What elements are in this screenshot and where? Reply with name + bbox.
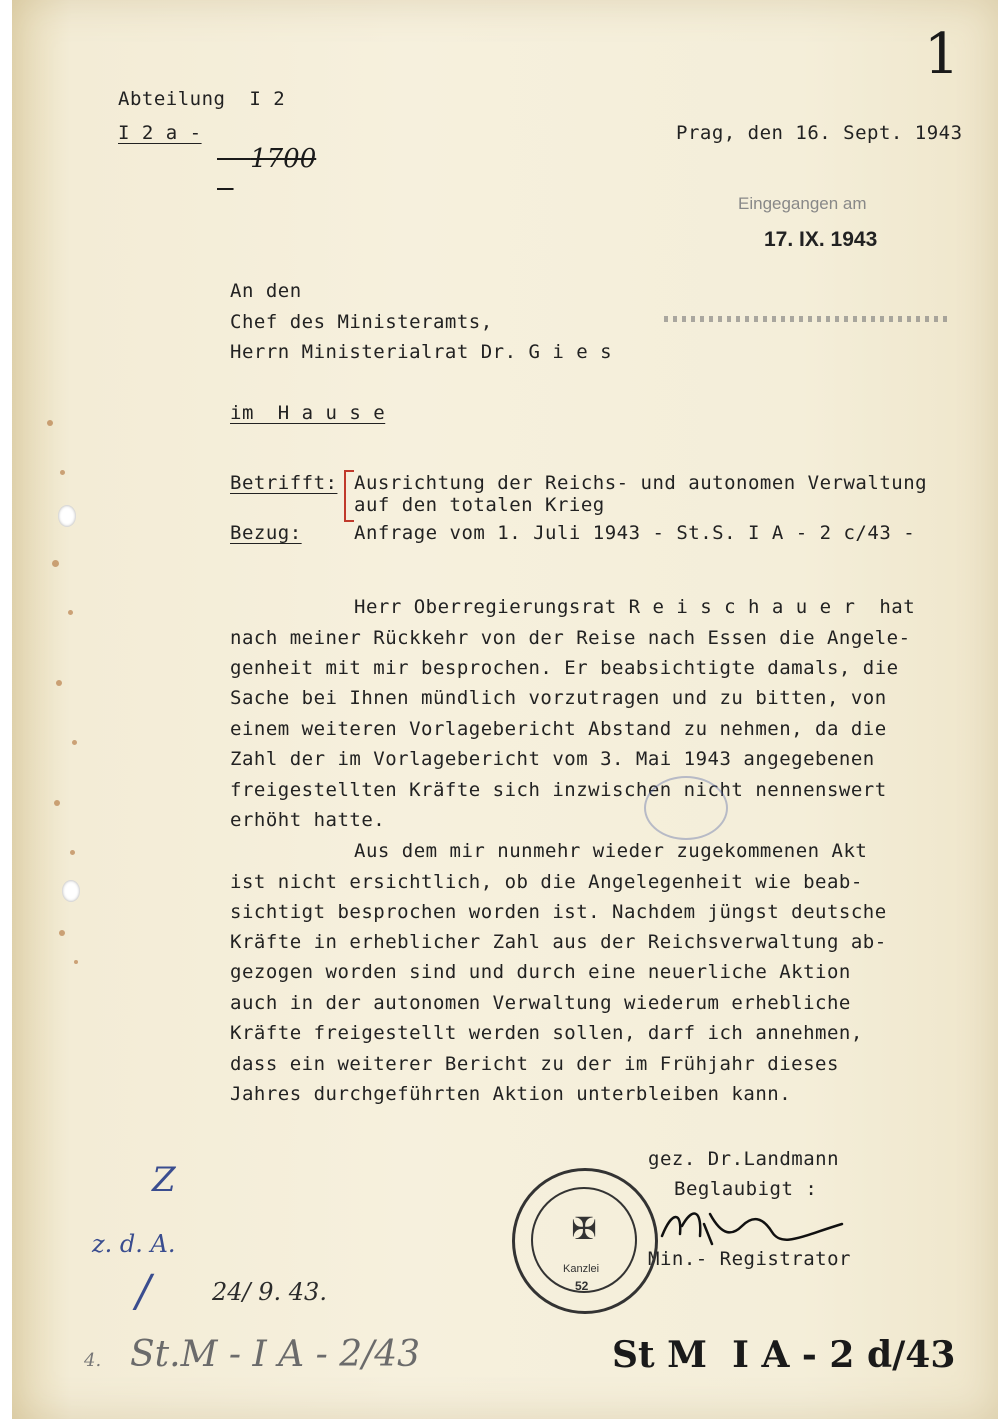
rust-spot <box>68 610 73 615</box>
paragraph2-line: gezogen worden sind und durch eine neuerliche Aktion <box>230 961 851 983</box>
blue-annotation-slash: / <box>136 1266 151 1317</box>
rust-spot <box>59 930 65 936</box>
paragraph1-line: nach meiner Rückkehr von der Reise nach Essen die Angele- <box>230 627 911 649</box>
paragraph2-line: auch in der autonomen Verwaltung wiederum erhebliche <box>230 992 851 1014</box>
betrifft-text-line2: auf den totalen Krieg <box>354 494 605 516</box>
rust-spot <box>74 960 78 964</box>
red-pencil-bracket <box>344 470 354 522</box>
paragraph1-line: erhöht hatte. <box>230 809 386 831</box>
betrifft-label: Betrifft: <box>230 472 338 494</box>
rust-spot <box>56 680 62 686</box>
department-label: Abteilung I 2 <box>118 88 286 110</box>
paragraph1-line: Zahl der im Vorlagebericht vom 3. Mai 1943 angegebenen <box>230 748 875 770</box>
recipient-line3: Herrn Ministerialrat Dr. G i e s <box>230 341 613 363</box>
betrifft-text-line1: Ausrichtung der Reichs- und autonomen Verwaltung <box>354 472 928 494</box>
paragraph1-line: Sache bei Ihnen mündlich vorzutragen und zu bitten, von <box>230 687 887 709</box>
blue-annotation-mark: Z <box>152 1160 176 1200</box>
document-page <box>12 0 998 1419</box>
paragraph2-line: Kräfte in erheblicher Zahl aus der Reichsverwaltung ab- <box>230 931 887 953</box>
bezug-label: Bezug: <box>230 522 302 544</box>
paragraph1-line: Herr Oberregierungsrat R e i s c h a u e r hat <box>354 596 916 618</box>
page-number: 1 <box>924 22 960 87</box>
signature-beglaubigt: Beglaubigt : <box>674 1178 818 1200</box>
blue-annotation-zda: z. d. A. <box>92 1230 176 1258</box>
reference-label: I 2 a - <box>118 122 202 144</box>
rust-spot <box>52 560 59 567</box>
file-reference-right: St M I A - 2 d/43 <box>612 1334 956 1376</box>
paragraph1-line: einem weiteren Vorlagebericht Abstand zu nehmen, da die <box>230 718 887 740</box>
seal-number: 52 <box>575 1279 589 1293</box>
reference-number-text: 1700 <box>250 144 317 174</box>
received-stamp-label: Eingegangen am <box>738 194 867 213</box>
annotation-date: 24/ 9. 43. <box>212 1278 327 1306</box>
reference-number <box>217 114 316 204</box>
signature-gez: gez. Dr.Landmann <box>648 1148 840 1170</box>
rust-spot <box>60 470 65 475</box>
eagle-icon: ✠ <box>571 1203 597 1249</box>
received-stamp-date: 17. IX. 1943 <box>764 228 878 251</box>
file-reference-left: St.M - I A - 2/43 <box>130 1334 421 1375</box>
annotation-prefix: 4. <box>84 1350 102 1371</box>
recipient-line2: Chef des Ministeramts, <box>230 311 493 333</box>
signature-scribble-icon <box>652 1206 852 1250</box>
seal-ring-text <box>511 1151 661 1169</box>
rust-spot <box>54 800 60 806</box>
faint-blue-stamp <box>644 776 728 840</box>
paper-sheet <box>12 0 998 1419</box>
recipient-line4: im H a u s e <box>230 402 386 424</box>
paragraph1-line: freigestellten Kräfte sich inzwischen nicht nennenswert <box>230 779 887 801</box>
recipient-line1: An den <box>230 280 302 302</box>
paragraph2-line: Aus dem mir nunmehr wieder zugekommenen Akt <box>354 840 868 862</box>
rust-spot <box>72 740 77 745</box>
paragraph2-line: Jahres durchgeführten Aktion unterbleiben kann. <box>230 1083 792 1105</box>
place-date: Prag, den 16. Sept. 1943 <box>676 122 963 144</box>
punch-hole-bottom <box>62 880 80 902</box>
paragraph1-line: genheit mit mir besprochen. Er beabsichtigte damals, die <box>230 657 899 679</box>
paragraph2-line: sichtigt besprochen worden ist. Nachdem jüngst deutsche <box>230 901 887 923</box>
rust-spot <box>47 420 53 426</box>
signature-role: Min.- Registrator <box>648 1248 851 1270</box>
paragraph2-line: Kräfte freigestellt werden sollen, darf ich annehmen, <box>230 1022 863 1044</box>
seal-inner-text: Kanzlei <box>563 1263 600 1275</box>
bezug-text: Anfrage vom 1. Juli 1943 - St.S. I A - 2 c/43 - <box>354 522 916 544</box>
paragraph2-line: dass ein weiterer Bericht zu der im Frühjahr dieses <box>230 1053 839 1075</box>
handwritten-signature <box>652 1206 852 1250</box>
rust-spot <box>70 850 75 855</box>
punch-hole-top <box>58 505 76 527</box>
paragraph2-line: ist nicht ersichtlich, ob die Angelegenheit wie beab- <box>230 871 863 893</box>
official-seal <box>512 1168 658 1314</box>
stamp-smudge <box>664 316 952 322</box>
